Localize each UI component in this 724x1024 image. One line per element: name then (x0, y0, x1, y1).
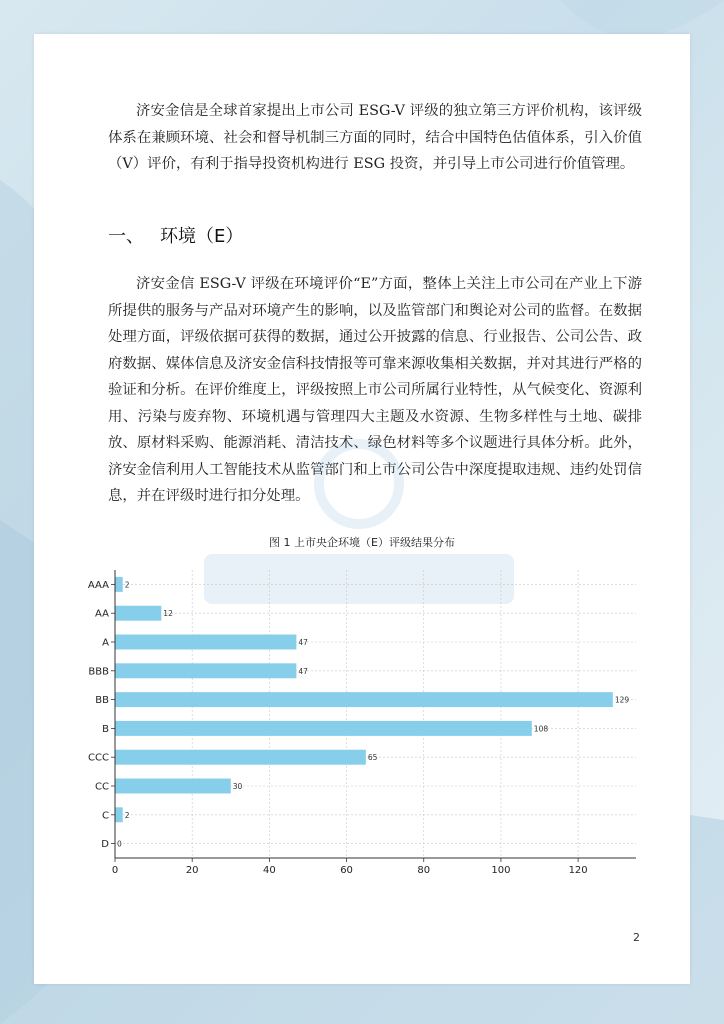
bar-c (115, 807, 123, 822)
x-tick-label: 20 (185, 865, 199, 876)
bar-aa (115, 606, 161, 621)
intro-paragraph: 济安金信是全球首家提出上市公司 ESG-V 评级的独立第三方评价机构，该评级体系在兼顾环境、社会和督导机制三方面的同时，结合中国特色估值体系，引入价值（V）评价，有利于指导投资机构进行 ESG 投资，并引导上市公司进行价值管理。 (108, 103, 642, 172)
figure-caption: 图 1 上市央企环境（E）评级结果分布 (269, 536, 455, 549)
data-label: 12 (163, 609, 173, 619)
x-tick-label: 120 (568, 865, 588, 876)
y-tick-label: BBB (88, 666, 109, 678)
x-tick-label: 100 (491, 865, 511, 876)
y-tick-label: BB (95, 695, 109, 707)
y-tick-label: AA (95, 608, 109, 620)
x-tick-label: 60 (340, 865, 353, 876)
y-tick-label: A (102, 637, 109, 649)
environment-paragraph: 济安金信 ESG-V 评级在环境评价“E”方面，整体上关注上市公司在产业上下游所提供的服务与产品对环境产生的影响，以及监管部门和舆论对公司的监督。在数据处理方面，评级依据可获得的数据，通过公开披露的信息、行业报告、公司公告、政府数据、媒体信息及济安金信科技情报等可靠来源收集相关数据，并对其进行严格的验证和分析。在评价维度上，评级按照上市公司所属行业特性，从气候变化、资源利用、污染与废弃物、环境机遇与管理四大主题及水资源、生物多样性与土地、碳排放、原材料采购、能源消耗、清洁技术、绿色材料等多个议题进行具体分析。此外，济安金信利用人工智能技术从监管部门和上市公司公告中深度提取违规、违约处罚信息，并在评级时进行扣分处理。 (108, 276, 642, 504)
y-tick-label: B (102, 723, 109, 735)
data-label: 2 (124, 810, 130, 820)
bar-b (115, 721, 532, 736)
bar-aaa (115, 577, 123, 592)
data-label: 129 (614, 695, 630, 705)
data-label: 47 (298, 666, 308, 676)
y-tick-label: C (102, 810, 109, 822)
bar-cc (115, 779, 231, 794)
y-tick-label: AAA (87, 579, 109, 591)
data-label: 2 (124, 580, 130, 590)
section-title: 环境（E） (160, 226, 244, 247)
x-tick-label: 80 (417, 865, 431, 876)
data-label: 0 (117, 839, 122, 849)
data-label: 108 (533, 724, 549, 734)
data-label: 65 (367, 753, 378, 763)
y-tick-label: D (101, 839, 109, 851)
page-number: 2 (633, 931, 640, 944)
rating-distribution-chart (34, 34, 690, 884)
bar-bb (115, 692, 613, 707)
x-tick-label: 0 (111, 865, 119, 876)
y-tick-label: CCC (88, 752, 109, 764)
data-label: 30 (232, 782, 243, 791)
section-number: 一、 (108, 226, 144, 247)
data-label: 47 (298, 638, 308, 647)
bar-ccc (115, 750, 366, 765)
bar-a (115, 635, 296, 650)
bar-bbb (115, 663, 296, 678)
document-page (34, 34, 690, 984)
y-tick-label: CC (95, 781, 109, 793)
x-tick-label: 40 (263, 865, 276, 876)
